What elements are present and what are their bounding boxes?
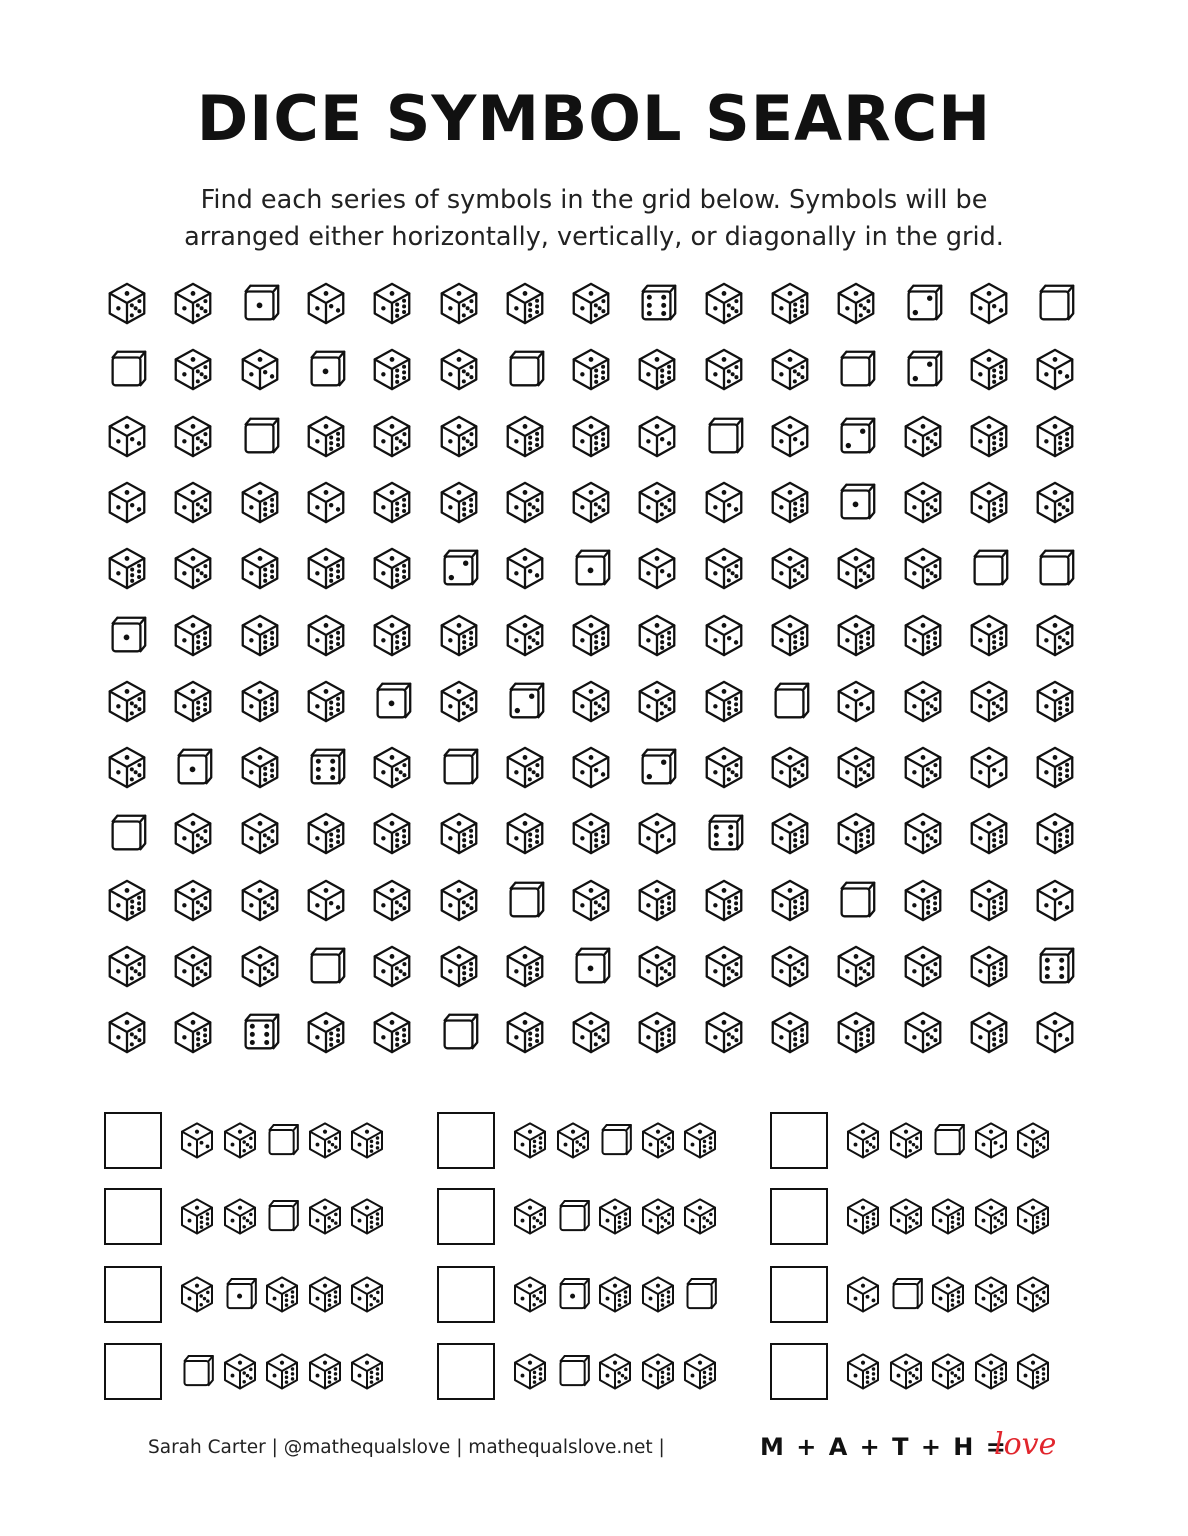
grid-die-icon[interactable]: [833, 678, 879, 724]
grid-die-icon[interactable]: [369, 413, 415, 459]
grid-die-icon[interactable]: [502, 280, 548, 326]
target-die-icon: [843, 1351, 883, 1391]
grid-die-icon[interactable]: [1032, 678, 1078, 724]
grid-die-icon[interactable]: [303, 612, 349, 658]
grid-die-icon[interactable]: [634, 678, 680, 724]
grid-die-icon[interactable]: [900, 943, 946, 989]
grid-die-icon[interactable]: [900, 346, 946, 392]
grid-die-icon[interactable]: [1032, 545, 1078, 591]
grid-die-icon[interactable]: [369, 744, 415, 790]
target-die-icon: [971, 1274, 1011, 1314]
grid-die-icon[interactable]: [966, 545, 1012, 591]
grid-die-icon[interactable]: [568, 545, 614, 591]
grid-die-icon[interactable]: [303, 346, 349, 392]
grid-die-icon[interactable]: [436, 479, 482, 525]
grid-die-icon[interactable]: [833, 479, 879, 525]
answer-checkbox[interactable]: [770, 1112, 828, 1169]
grid-die-icon[interactable]: [436, 545, 482, 591]
target-die-icon: [971, 1120, 1011, 1160]
grid-die-icon[interactable]: [900, 877, 946, 923]
grid-die-icon[interactable]: [237, 612, 283, 658]
target-die-icon: [680, 1351, 720, 1391]
grid-die-icon[interactable]: [369, 1009, 415, 1055]
grid-die-icon[interactable]: [104, 1009, 150, 1055]
grid-die-icon[interactable]: [701, 810, 747, 856]
grid-die-icon[interactable]: [900, 280, 946, 326]
grid-die-icon[interactable]: [369, 943, 415, 989]
target-die-icon: [595, 1196, 635, 1236]
grid-die-icon[interactable]: [966, 1009, 1012, 1055]
grid-die-icon[interactable]: [833, 413, 879, 459]
grid-die-icon[interactable]: [568, 479, 614, 525]
grid-die-icon[interactable]: [436, 346, 482, 392]
target-die-icon: [971, 1196, 1011, 1236]
answer-checkbox[interactable]: [437, 1188, 495, 1245]
target-die-icon: [262, 1274, 302, 1314]
grid-die-icon[interactable]: [170, 545, 216, 591]
grid-die-icon[interactable]: [966, 744, 1012, 790]
grid-die-icon[interactable]: [170, 744, 216, 790]
target-die-icon: [510, 1120, 550, 1160]
footer-credit: Sarah Carter | @mathequalslove | mathequalslove.net |: [148, 1437, 665, 1458]
grid-die-icon[interactable]: [1032, 346, 1078, 392]
target-die-icon: [510, 1196, 550, 1236]
grid-die-icon[interactable]: [369, 479, 415, 525]
grid-die-icon[interactable]: [701, 479, 747, 525]
grid-die-icon[interactable]: [170, 1009, 216, 1055]
instructions-line-1: Find each series of symbols in the grid below. Symbols will be: [200, 185, 988, 215]
grid-die-icon[interactable]: [436, 280, 482, 326]
grid-die-icon[interactable]: [303, 943, 349, 989]
grid-die-icon[interactable]: [170, 346, 216, 392]
grid-die-icon[interactable]: [1032, 744, 1078, 790]
grid-die-icon[interactable]: [237, 346, 283, 392]
target-die-icon: [886, 1120, 926, 1160]
target-die-icon: [595, 1274, 635, 1314]
grid-die-icon[interactable]: [237, 810, 283, 856]
grid-die-icon[interactable]: [104, 479, 150, 525]
grid-die-icon[interactable]: [237, 413, 283, 459]
grid-die-icon[interactable]: [634, 479, 680, 525]
target-die-icon: [595, 1120, 635, 1160]
grid-die-icon[interactable]: [767, 678, 813, 724]
target-die-icon: [220, 1120, 260, 1160]
target-die-icon: [262, 1351, 302, 1391]
grid-die-icon[interactable]: [568, 678, 614, 724]
page-title: DICE SYMBOL SEARCH: [196, 82, 992, 155]
grid-die-icon[interactable]: [634, 545, 680, 591]
grid-die-icon[interactable]: [436, 1009, 482, 1055]
grid-die-icon[interactable]: [966, 877, 1012, 923]
grid-die-icon[interactable]: [833, 877, 879, 923]
grid-die-icon[interactable]: [436, 744, 482, 790]
grid-die-icon[interactable]: [170, 280, 216, 326]
answer-checkbox[interactable]: [770, 1188, 828, 1245]
grid-die-icon[interactable]: [634, 943, 680, 989]
grid-die-icon[interactable]: [767, 545, 813, 591]
target-die-icon: [553, 1274, 593, 1314]
grid-die-icon[interactable]: [1032, 413, 1078, 459]
grid-die-icon[interactable]: [436, 678, 482, 724]
grid-die-icon[interactable]: [767, 280, 813, 326]
grid-die-icon[interactable]: [237, 1009, 283, 1055]
grid-die-icon[interactable]: [767, 877, 813, 923]
grid-die-icon[interactable]: [900, 1009, 946, 1055]
grid-die-icon[interactable]: [1032, 280, 1078, 326]
grid-die-icon[interactable]: [634, 612, 680, 658]
target-die-icon: [1013, 1274, 1053, 1314]
target-die-icon: [510, 1351, 550, 1391]
grid-die-icon[interactable]: [833, 1009, 879, 1055]
grid-die-icon[interactable]: [900, 744, 946, 790]
grid-die-icon[interactable]: [568, 280, 614, 326]
answer-checkbox[interactable]: [104, 1266, 162, 1323]
grid-die-icon[interactable]: [568, 1009, 614, 1055]
grid-die-icon[interactable]: [568, 346, 614, 392]
grid-die-icon[interactable]: [303, 810, 349, 856]
target-die-icon: [220, 1351, 260, 1391]
target-die-icon: [843, 1274, 883, 1314]
grid-die-icon[interactable]: [369, 280, 415, 326]
grid-die-icon[interactable]: [833, 612, 879, 658]
grid-die-icon[interactable]: [568, 810, 614, 856]
grid-die-icon[interactable]: [104, 744, 150, 790]
grid-die-icon[interactable]: [634, 744, 680, 790]
grid-die-icon[interactable]: [369, 545, 415, 591]
answer-checkbox[interactable]: [437, 1343, 495, 1400]
target-die-icon: [305, 1120, 345, 1160]
target-die-icon: [305, 1274, 345, 1314]
grid-die-icon[interactable]: [701, 346, 747, 392]
grid-die-icon[interactable]: [833, 810, 879, 856]
grid-die-icon[interactable]: [104, 877, 150, 923]
grid-die-icon[interactable]: [701, 678, 747, 724]
grid-die-icon[interactable]: [170, 943, 216, 989]
instructions: [94, 182, 1094, 256]
target-die-icon: [680, 1120, 720, 1160]
grid-die-icon[interactable]: [436, 413, 482, 459]
grid-die-icon[interactable]: [502, 545, 548, 591]
grid-die-icon[interactable]: [436, 810, 482, 856]
grid-die-icon[interactable]: [170, 678, 216, 724]
target-die-icon: [595, 1351, 635, 1391]
instructions-line-2: arranged either horizontally, vertically, or diagonally in the grid.: [184, 222, 1004, 252]
grid-die-icon[interactable]: [634, 877, 680, 923]
grid-die-icon[interactable]: [767, 744, 813, 790]
grid-die-icon[interactable]: [237, 877, 283, 923]
grid-die-icon[interactable]: [568, 943, 614, 989]
grid-die-icon[interactable]: [634, 280, 680, 326]
grid-die-icon[interactable]: [170, 612, 216, 658]
grid-die-icon[interactable]: [104, 413, 150, 459]
grid-die-icon[interactable]: [833, 280, 879, 326]
target-die-icon: [886, 1351, 926, 1391]
grid-die-icon[interactable]: [767, 943, 813, 989]
target-die-icon: [1013, 1120, 1053, 1160]
grid-die-icon[interactable]: [170, 413, 216, 459]
grid-die-icon[interactable]: [966, 346, 1012, 392]
grid-die-icon[interactable]: [436, 943, 482, 989]
grid-die-icon[interactable]: [1032, 479, 1078, 525]
grid-die-icon[interactable]: [237, 545, 283, 591]
target-die-icon: [928, 1196, 968, 1236]
target-die-icon: [553, 1196, 593, 1236]
grid-die-icon[interactable]: [900, 810, 946, 856]
grid-die-icon[interactable]: [767, 810, 813, 856]
grid-die-icon[interactable]: [833, 744, 879, 790]
target-die-icon: [928, 1351, 968, 1391]
grid-die-icon[interactable]: [502, 943, 548, 989]
grid-die-icon[interactable]: [369, 877, 415, 923]
target-die-icon: [347, 1196, 387, 1236]
grid-die-icon[interactable]: [1032, 1009, 1078, 1055]
grid-die-icon[interactable]: [502, 612, 548, 658]
grid-die-icon[interactable]: [833, 943, 879, 989]
grid-die-icon[interactable]: [303, 479, 349, 525]
grid-die-icon[interactable]: [104, 346, 150, 392]
grid-die-icon[interactable]: [502, 1009, 548, 1055]
target-die-icon: [510, 1274, 550, 1314]
grid-die-icon[interactable]: [303, 545, 349, 591]
answer-checkbox[interactable]: [104, 1188, 162, 1245]
grid-die-icon[interactable]: [502, 810, 548, 856]
target-die-icon: [177, 1120, 217, 1160]
target-die-icon: [553, 1120, 593, 1160]
target-die-icon: [928, 1274, 968, 1314]
grid-die-icon[interactable]: [436, 877, 482, 923]
footer: [148, 1427, 1057, 1467]
target-die-icon: [347, 1120, 387, 1160]
target-die-icon: [638, 1274, 678, 1314]
target-die-icon: [971, 1351, 1011, 1391]
grid-die-icon[interactable]: [502, 346, 548, 392]
target-die-icon: [886, 1274, 926, 1314]
grid-die-icon[interactable]: [303, 744, 349, 790]
grid-die-icon[interactable]: [170, 479, 216, 525]
target-die-icon: [553, 1351, 593, 1391]
target-die-icon: [843, 1196, 883, 1236]
grid-die-icon[interactable]: [369, 346, 415, 392]
grid-die-icon[interactable]: [568, 612, 614, 658]
target-die-icon: [347, 1274, 387, 1314]
grid-die-icon[interactable]: [303, 413, 349, 459]
grid-die-icon[interactable]: [900, 479, 946, 525]
target-die-icon: [347, 1351, 387, 1391]
grid-die-icon[interactable]: [900, 413, 946, 459]
grid-die-icon[interactable]: [701, 943, 747, 989]
grid-die-icon[interactable]: [568, 744, 614, 790]
grid-die-icon[interactable]: [900, 612, 946, 658]
grid-die-icon[interactable]: [502, 479, 548, 525]
grid-die-icon[interactable]: [634, 413, 680, 459]
grid-die-icon[interactable]: [966, 479, 1012, 525]
target-die-icon: [177, 1274, 217, 1314]
answer-checkbox[interactable]: [104, 1343, 162, 1400]
grid-die-icon[interactable]: [104, 678, 150, 724]
answer-checkbox[interactable]: [437, 1266, 495, 1323]
brand-love-script: love: [994, 1427, 1057, 1462]
grid-die-icon[interactable]: [303, 280, 349, 326]
brand-logo: M + A + T + H =: [760, 1433, 1008, 1461]
target-die-icon: [177, 1196, 217, 1236]
target-die-icon: [680, 1274, 720, 1314]
grid-die-icon[interactable]: [701, 877, 747, 923]
target-die-icon: [220, 1196, 260, 1236]
grid-die-icon[interactable]: [767, 413, 813, 459]
answer-checkbox[interactable]: [437, 1112, 495, 1169]
grid-die-icon[interactable]: [104, 810, 150, 856]
grid-die-icon[interactable]: [104, 280, 150, 326]
grid-die-icon[interactable]: [767, 479, 813, 525]
target-die-icon: [305, 1351, 345, 1391]
grid-die-icon[interactable]: [237, 678, 283, 724]
grid-die-icon[interactable]: [170, 810, 216, 856]
grid-die-icon[interactable]: [369, 678, 415, 724]
grid-die-icon[interactable]: [767, 612, 813, 658]
target-die-icon: [177, 1351, 217, 1391]
grid-die-icon[interactable]: [634, 1009, 680, 1055]
grid-die-icon[interactable]: [701, 280, 747, 326]
grid-die-icon[interactable]: [701, 545, 747, 591]
target-die-icon: [220, 1274, 260, 1314]
answer-checkbox[interactable]: [770, 1266, 828, 1323]
grid-die-icon[interactable]: [634, 810, 680, 856]
grid-die-icon[interactable]: [502, 744, 548, 790]
grid-die-icon[interactable]: [104, 943, 150, 989]
answer-checkbox[interactable]: [104, 1112, 162, 1169]
grid-die-icon[interactable]: [833, 346, 879, 392]
grid-die-icon[interactable]: [701, 413, 747, 459]
grid-die-icon[interactable]: [966, 943, 1012, 989]
grid-die-icon[interactable]: [502, 877, 548, 923]
grid-die-icon[interactable]: [701, 612, 747, 658]
target-die-icon: [638, 1120, 678, 1160]
target-die-icon: [638, 1196, 678, 1236]
grid-die-icon[interactable]: [369, 612, 415, 658]
grid-die-icon[interactable]: [767, 1009, 813, 1055]
grid-die-icon[interactable]: [1032, 612, 1078, 658]
target-die-icon: [928, 1120, 968, 1160]
target-die-icon: [886, 1196, 926, 1236]
target-die-icon: [262, 1196, 302, 1236]
grid-die-icon[interactable]: [303, 1009, 349, 1055]
grid-die-icon[interactable]: [170, 877, 216, 923]
grid-die-icon[interactable]: [237, 479, 283, 525]
grid-die-icon[interactable]: [237, 943, 283, 989]
grid-die-icon[interactable]: [104, 612, 150, 658]
grid-die-icon[interactable]: [966, 280, 1012, 326]
answer-checkbox[interactable]: [770, 1343, 828, 1400]
grid-die-icon[interactable]: [1032, 810, 1078, 856]
grid-die-icon[interactable]: [502, 413, 548, 459]
target-die-icon: [638, 1351, 678, 1391]
grid-die-icon[interactable]: [104, 545, 150, 591]
grid-die-icon[interactable]: [701, 1009, 747, 1055]
grid-die-icon[interactable]: [436, 612, 482, 658]
grid-die-icon[interactable]: [568, 413, 614, 459]
target-die-icon: [262, 1120, 302, 1160]
grid-die-icon[interactable]: [833, 545, 879, 591]
target-die-icon: [843, 1120, 883, 1160]
grid-die-icon[interactable]: [767, 346, 813, 392]
grid-die-icon[interactable]: [1032, 877, 1078, 923]
grid-die-icon[interactable]: [966, 678, 1012, 724]
grid-die-icon[interactable]: [1032, 943, 1078, 989]
grid-die-icon[interactable]: [303, 678, 349, 724]
grid-die-icon[interactable]: [237, 744, 283, 790]
grid-die-icon[interactable]: [701, 744, 747, 790]
grid-die-icon[interactable]: [502, 678, 548, 724]
grid-die-icon[interactable]: [900, 545, 946, 591]
target-die-icon: [305, 1196, 345, 1236]
target-die-icon: [1013, 1196, 1053, 1236]
grid-die-icon[interactable]: [237, 280, 283, 326]
grid-die-icon[interactable]: [568, 877, 614, 923]
grid-die-icon[interactable]: [966, 413, 1012, 459]
target-die-icon: [1013, 1351, 1053, 1391]
grid-die-icon[interactable]: [966, 612, 1012, 658]
grid-die-icon[interactable]: [634, 346, 680, 392]
grid-die-icon[interactable]: [900, 678, 946, 724]
grid-die-icon[interactable]: [303, 877, 349, 923]
grid-die-icon[interactable]: [369, 810, 415, 856]
target-die-icon: [680, 1196, 720, 1236]
grid-die-icon[interactable]: [966, 810, 1012, 856]
